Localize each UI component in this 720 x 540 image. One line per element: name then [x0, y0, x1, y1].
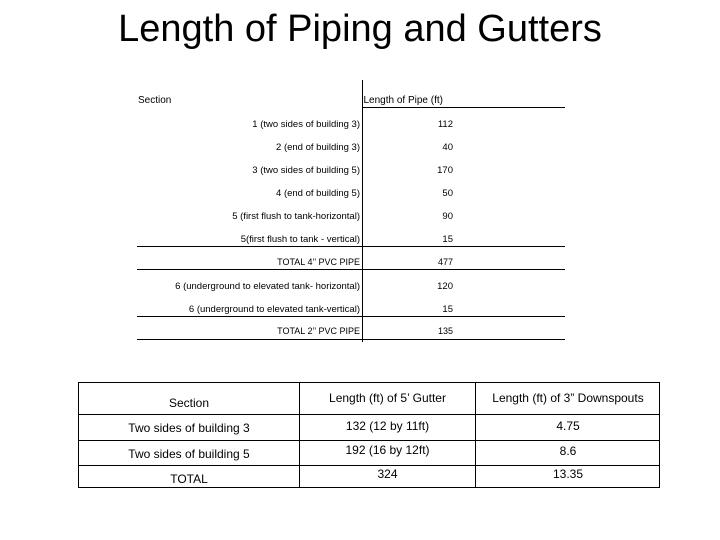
row-divider [137, 246, 565, 247]
pipe-total-label: TOTAL 4’’ PVC PIPE [277, 257, 360, 267]
pipe-row-length: 40 [442, 142, 453, 153]
pipe-total-value: 135 [437, 326, 453, 336]
pipe-row-length: 120 [437, 281, 453, 292]
header-length: Length of Pipe (ft) [363, 95, 443, 106]
pipe-row-section: 5 (first flush to tank-horizontal) [232, 211, 360, 222]
downspout-row-length: 8.6 [559, 444, 577, 458]
header-section: Section [138, 95, 172, 106]
pipe-row-length: 170 [437, 165, 453, 176]
page-title: Length of Piping and Gutters [118, 8, 602, 50]
header-underline [362, 107, 565, 108]
pipe-total-value: 477 [437, 257, 453, 267]
row-divider [79, 414, 659, 415]
pipe-row-section: 5(first flush to tank - vertical) [240, 234, 360, 245]
pipe-row-section: 4 (end of building 5) [276, 188, 360, 199]
gutter-total-label: TOTAL [170, 472, 208, 486]
pipe-row-length: 112 [437, 119, 453, 130]
gutter-row-section: Two sides of building 5 [128, 447, 250, 461]
gutter-row-length: 192 (16 by 12ft) [345, 443, 430, 457]
row-divider [137, 316, 565, 317]
pipe-row-section: 2 (end of building 3) [276, 142, 360, 153]
downspout-total-value: 13.35 [552, 467, 584, 481]
pipe-row-section: 3 (two sides of building 5) [252, 165, 360, 176]
pipe-row-section: 1 (two sides of building 3) [252, 119, 360, 130]
pipe-row-section: 6 (underground to elevated tank-vertical) [188, 304, 360, 315]
header-section: Section [168, 396, 210, 410]
pipe-row-length: 15 [442, 234, 453, 245]
pipe-row-section: 6 (underground to elevated tank- horizontal) [175, 281, 360, 292]
downspout-row-length: 4.75 [556, 419, 580, 433]
pipe-row-length: 50 [442, 188, 453, 199]
header-downspout-length: Length (ft) of 3” Downspouts [492, 391, 644, 405]
gutter-total-value: 324 [377, 467, 398, 481]
row-divider [137, 269, 565, 270]
row-divider [79, 465, 659, 466]
gutter-row-length: 132 (12 by 11ft) [345, 419, 430, 433]
pipe-row-length: 15 [442, 304, 453, 315]
pipe-row-length: 90 [442, 211, 453, 222]
gutter-row-section: Two sides of building 3 [128, 421, 250, 435]
pipe-total-label: TOTAL 2’’ PVC PIPE [277, 326, 360, 336]
gutter-length-table [78, 382, 660, 488]
pipe-length-table [137, 80, 565, 342]
header-gutter-length: Length (ft) of 5’ Gutter [329, 391, 446, 405]
row-divider [137, 339, 565, 340]
row-divider [79, 440, 659, 441]
